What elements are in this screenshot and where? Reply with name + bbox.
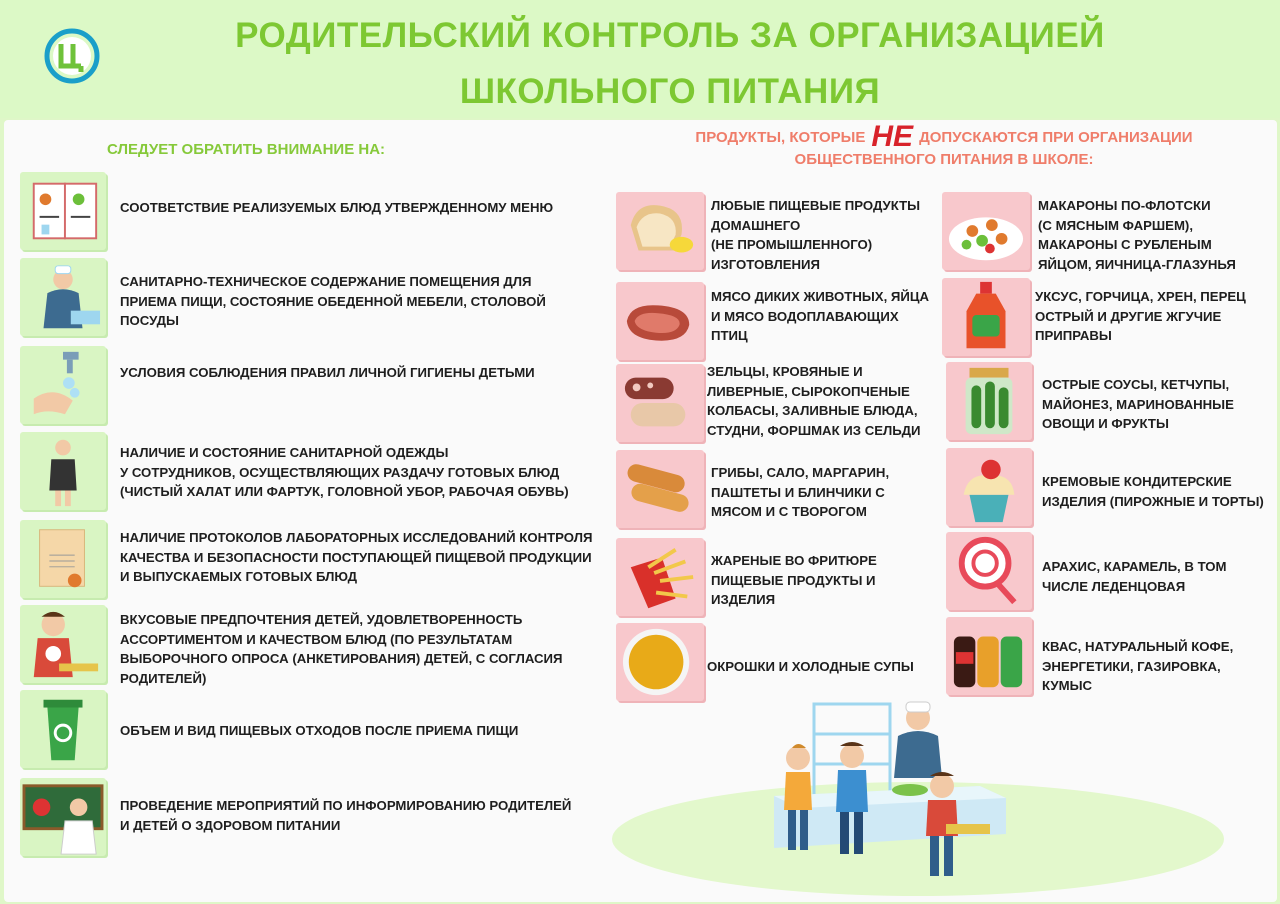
item-text-line: ВЫБОРОЧНОГО ОПРОСА (АНКЕТИРОВАНИЯ) ДЕТЕЙ, С СОГЛАСИЯ <box>120 651 563 666</box>
handwash-icon <box>20 346 106 424</box>
cook-icon-tile <box>20 258 106 336</box>
sandwich-icon <box>616 192 704 270</box>
pasta-icon-tile <box>942 192 1030 270</box>
item-text-line: ПАШТЕТЫ И БЛИНЧИКИ С <box>711 484 885 500</box>
right-col2-item-3 <box>1042 472 1264 511</box>
teacher-icon-tile <box>20 778 106 856</box>
item-text-line: КУМЫС <box>1042 678 1093 693</box>
cook-icon <box>20 258 106 336</box>
right-heading-ne: НЕ <box>871 120 914 153</box>
cupcake-icon-tile <box>946 448 1032 526</box>
recycle-bin-icon-tile <box>20 690 106 768</box>
uniform-icon <box>20 432 106 510</box>
right-col2-item-5 <box>1042 637 1233 696</box>
sausage-icon <box>616 364 704 442</box>
right-col2-item-4 <box>1042 557 1227 596</box>
left-item-7 <box>120 796 571 835</box>
item-text-line: ОКРОШКИ И ХОЛОДНЫЕ СУПЫ <box>707 659 914 674</box>
steak-icon-tile <box>616 282 704 360</box>
item-text-line: ЧИСЛЕ ЛЕДЕНЦОВАЯ <box>1042 578 1186 594</box>
right-col1-item-0 <box>711 196 920 274</box>
uniform-icon-tile <box>20 432 106 510</box>
page-title-line2: ШКОЛЬНОГО ПИТАНИЯ <box>459 72 881 111</box>
item-text-line: МАКАРОНЫ ПО-ФЛОТСКИ <box>1038 198 1211 213</box>
child-tray-icon <box>20 605 106 683</box>
right-col1-item-5 <box>707 657 914 677</box>
item-text-line: ПРИЕМА ПИЩИ, СОСТОЯНИЕ ОБЕДЕННОЙ МЕБЕЛИ, СТОЛОВОЙ <box>120 293 546 309</box>
left-item-2 <box>120 363 535 383</box>
item-text-line: ОБЪЕМ И ВИД ПИЩЕВЫХ ОТХОДОВ ПОСЛЕ ПРИЕМА ПИЩИ <box>120 723 519 738</box>
right-col2-item-1 <box>1035 287 1246 346</box>
item-text-line: НАЛИЧИЕ ПРОТОКОЛОВ ЛАБОРАТОРНЫХ ИССЛЕДОВАНИЙ КОНТРОЛЯ <box>120 530 593 545</box>
item-text-line: КАЧЕСТВА И БЕЗОПАСНОСТИ ПОСТУПАЮЩЕЙ ПИЩЕВОЙ ПРОДУКЦИИ <box>120 549 592 565</box>
soda-bottles-icon <box>946 617 1032 695</box>
child-tray-icon-tile <box>20 605 106 683</box>
pasta-icon <box>942 192 1030 270</box>
item-text-line: И ВЫПУСКАЕМЫХ ГОТОВЫХ БЛЮД <box>120 569 358 584</box>
ts-logo-icon <box>44 28 100 84</box>
menu-icon-tile <box>20 172 106 250</box>
item-text-line: КРЕМОВЫЕ КОНДИТЕРСКИЕ <box>1042 474 1232 489</box>
item-text-line: СТУДНИ, ФОРШМАК ИЗ СЕЛЬДИ <box>707 422 921 438</box>
item-text-line: ДОМАШНЕГО <box>711 217 801 233</box>
item-text-line: НАЛИЧИЕ И СОСТОЯНИЕ САНИТАРНОЙ ОДЕЖДЫ <box>120 445 449 460</box>
left-item-6 <box>120 721 518 741</box>
item-text-line: АРАХИС, КАРАМЕЛЬ, В ТОМ <box>1042 559 1227 574</box>
item-text-line: ЛИВЕРНЫЕ, СЫРОКОПЧЕНЫЕ <box>707 383 910 399</box>
soup-bowl-icon-tile <box>616 623 704 701</box>
item-text-line: И ДЕТЕЙ О ЗДОРОВОМ ПИТАНИИ <box>120 817 341 833</box>
right-col2-item-0 <box>1038 196 1236 274</box>
item-text-line: ПРОВЕДЕНИЕ МЕРОПРИЯТИЙ ПО ИНФОРМИРОВАНИЮ РОДИТЕЛЕЙ <box>120 798 572 813</box>
item-text-line: ПРИПРАВЫ <box>1035 328 1112 343</box>
item-text-line: ИЗДЕЛИЯ (ПИРОЖНЫЕ И ТОРТЫ) <box>1042 493 1264 509</box>
item-text-line: ИЗДЕЛИЯ <box>711 592 776 607</box>
cupcake-icon <box>946 448 1032 526</box>
left-item-5 <box>120 610 563 688</box>
item-text-line: ПИЩЕВЫЕ ПРОДУКТЫ И <box>711 572 876 588</box>
handwash-icon-tile <box>20 346 106 424</box>
sauce-bottle-icon <box>942 278 1030 356</box>
item-text-line: (ЧИСТЫЙ ХАЛАТ ИЛИ ФАРТУК, ГОЛОВНОЙ УБОР, РАБОЧАЯ ОБУВЬ) <box>120 484 569 499</box>
lollipop-icon-tile <box>946 532 1032 610</box>
item-text-line: ЛЮБЫЕ ПИЩЕВЫЕ ПРОДУКТЫ <box>711 198 921 213</box>
left-item-4 <box>120 528 592 587</box>
item-text-line: МАЙОНЕЗ, МАРИНОВАННЫЕ <box>1042 396 1234 412</box>
item-text-line: ВКУСОВЫЕ ПРЕДПОЧТЕНИЯ ДЕТЕЙ, УДОВЛЕТВОРЕННОСТЬ <box>120 612 523 627</box>
fries-icon-tile <box>616 538 704 616</box>
left-item-1 <box>120 272 546 331</box>
item-text-line: ЗЕЛЬЦЫ, КРОВЯНЫЕ И <box>707 364 863 379</box>
canteen-scene-icon <box>770 700 1010 890</box>
item-text-line: И МЯСО ВОДОПЛАВАЮЩИХ <box>711 308 899 324</box>
lollipop-icon <box>946 532 1032 610</box>
item-text-line: У СОТРУДНИКОВ, ОСУЩЕСТВЛЯЮЩИХ РАЗДАЧУ ГОТОВЫХ БЛЮД <box>120 464 560 480</box>
item-text-line: ИЗГОТОВЛЕНИЯ <box>711 256 821 272</box>
item-text-line: ПТИЦ <box>711 328 748 343</box>
item-text-line: АССОРТИМЕНТОМ И КАЧЕСТВОМ БЛЮД (ПО РЕЗУЛЬТАТАМ <box>120 631 513 647</box>
sausage-icon-tile <box>616 364 704 442</box>
header-banner <box>0 0 1280 118</box>
item-text-line: САНИТАРНО-ТЕХНИЧЕСКОЕ СОДЕРЖАНИЕ ПОМЕЩЕНИЯ ДЛЯ <box>120 274 532 289</box>
pancake-rolls-icon <box>616 450 704 528</box>
item-text-line: ПОСУДЫ <box>120 313 179 328</box>
right-heading-after: ДОПУСКАЮТСЯ ПРИ ОРГАНИЗАЦИИ <box>919 129 1193 146</box>
item-text-line: УКСУС, ГОРЧИЦА, ХРЕН, ПЕРЕЦ <box>1035 289 1246 304</box>
right-col1-item-4 <box>711 551 877 610</box>
page-title-line1: РОДИТЕЛЬСКИЙ КОНТРОЛЬ ЗА ОРГАНИЗАЦИЕЙ <box>235 16 1105 55</box>
item-text-line: ОВОЩИ И ФРУКТЫ <box>1042 416 1169 431</box>
item-text-line: ГРИБЫ, САЛО, МАРГАРИН, <box>711 465 890 480</box>
left-item-0 <box>120 198 553 218</box>
teacher-icon <box>20 778 106 856</box>
item-text-line: МЯСОМ И С ТВОРОГОМ <box>711 504 867 519</box>
soup-bowl-icon <box>616 623 704 701</box>
certificate-icon-tile <box>20 520 106 598</box>
recycle-bin-icon <box>20 690 106 768</box>
item-text-line: ОСТРЫЕ СОУСЫ, КЕТЧУПЫ, <box>1042 377 1230 392</box>
item-text-line: КВАС, НАТУРАЛЬНЫЙ КОФЕ, <box>1042 639 1234 654</box>
item-text-line: МАКАРОНЫ С РУБЛЕНЫМ <box>1038 237 1212 252</box>
right-col2-item-2 <box>1042 375 1234 434</box>
right-heading-line2: ОБЩЕСТВЕННОГО ПИТАНИЯ В ШКОЛЕ: <box>794 151 1094 168</box>
sauce-bottle-icon-tile <box>942 278 1030 356</box>
pickle-jar-icon-tile <box>946 362 1032 440</box>
item-text-line: РОДИТЕЛЕЙ) <box>120 670 207 686</box>
item-text-line: МЯСО ДИКИХ ЖИВОТНЫХ, ЯЙЦА <box>711 289 930 304</box>
pancake-rolls-icon-tile <box>616 450 704 528</box>
item-text-line: УСЛОВИЯ СОБЛЮДЕНИЯ ПРАВИЛ ЛИЧНОЙ ГИГИЕНЫ ДЕТЬМИ <box>120 365 535 380</box>
menu-icon <box>20 172 106 250</box>
item-text-line: (С МЯСНЫМ ФАРШЕМ), <box>1038 217 1193 233</box>
item-text-line: ОСТРЫЙ И ДРУГИЕ ЖГУЧИЕ <box>1035 308 1222 324</box>
pickle-jar-icon <box>946 362 1032 440</box>
item-text-line: ЯЙЦОМ, ЯИЧНИЦА-ГЛАЗУНЬЯ <box>1038 256 1236 272</box>
fries-icon <box>616 538 704 616</box>
item-text-line: КОЛБАСЫ, ЗАЛИВНЫЕ БЛЮДА, <box>707 403 918 418</box>
right-col1-item-1 <box>711 287 929 346</box>
certificate-icon <box>20 520 106 598</box>
right-heading-before: ПРОДУКТЫ, КОТОРЫЕ <box>695 129 866 146</box>
left-heading: СЛЕДУЕТ ОБРАТИТЬ ВНИМАНИЕ НА: <box>107 141 386 158</box>
item-text-line: (НЕ ПРОМЫШЛЕННОГО) <box>711 237 873 252</box>
right-col1-item-2 <box>707 362 920 440</box>
item-text-line: СООТВЕТСТВИЕ РЕАЛИЗУЕМЫХ БЛЮД УТВЕРЖДЕННОМУ МЕНЮ <box>120 200 554 215</box>
left-item-3 <box>120 443 569 502</box>
right-heading <box>652 120 1236 171</box>
sandwich-icon-tile <box>616 192 704 270</box>
soda-bottles-icon-tile <box>946 617 1032 695</box>
steak-icon <box>616 282 704 360</box>
item-text-line: ЖАРЕНЫЕ ВО ФРИТЮРЕ <box>711 553 877 568</box>
right-col1-item-3 <box>711 463 889 522</box>
item-text-line: ЭНЕРГЕТИКИ, ГАЗИРОВКА, <box>1042 658 1221 674</box>
